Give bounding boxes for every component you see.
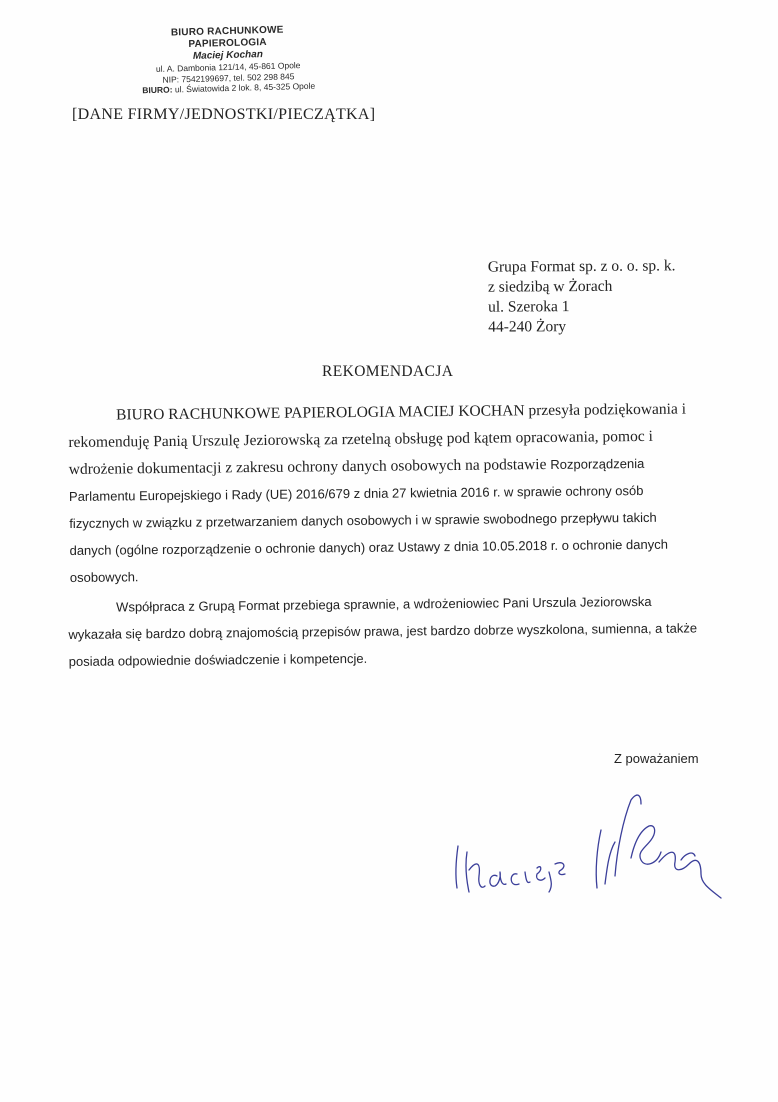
stamp-line-1: BIURO RACHUNKOWE [170,24,284,39]
company-stamp [127,23,329,96]
stamp-nip-phone: NIP: 7542199697, tel. 502 298 845 [162,70,295,85]
paragraph-line: wykazała się bardzo dobrą znajomością przepisów prawa, jest bardzo dobrze wyszkolona, sumienna, a także [68,620,698,642]
cooperation-paragraph [68,587,709,675]
recipient-address-block [488,256,676,337]
paragraph-line-text: fizycznych w związku z przetwarzaniem danych osobowych i w sprawie swobodnego przepływu takich [69,509,657,531]
paragraph-line-text: danych (ogólne rozporządzenie o ochronie danych) oraz Ustawy z dnia 10.05.2018 r. o ochronie danych [69,536,668,558]
paragraph-line-text: BIURO RACHUNKOWE PAPIEROLOGIA MACIEJ KOCHAN przesyła podziękowania i [116,400,687,424]
stamp-address: ul. A. Dambonia 121/14, 45-861 Opole [155,60,301,74]
recipient-name: Grupa Format sp. z o. o. sp. k. [487,257,676,276]
paragraph-line-text: rekomenduję Panią Urszulę Jeziorowską za rzetelną obsługę pod kątem opracowania, pomoc i [68,427,653,451]
paragraph-line-text: Parlamentu Europejskiego i Rady (UE) 2016/679 z dnia 27 kwietnia 2016 r. w sprawie ochrony osób [68,482,644,504]
recipient-street: ul. Szeroka 1 [488,298,570,316]
document-title: REKOMENDACJA [322,363,454,380]
recipient-seat: z siedzibą w Żorach [487,277,613,296]
paragraph-line-text: wdrożenie dokumentacji z zakresu ochrony danych osobowych na podstawie [68,455,551,478]
closing-salutation: Z poważaniem [614,751,699,766]
stamp-line-2: PAPIEROLOGIA [188,36,267,51]
firm-placeholder-label: [DANE FIRMY/JEDNOSTKI/PIECZĄTKA] [72,106,376,123]
paragraph-line: posiada odpowiednie doświadczenie i kompetencje. [68,650,368,669]
paragraph-line [70,557,700,591]
recipient-city: 44-240 Żory [488,318,567,336]
paragraph-line-text: Rozporządzenia [550,455,645,472]
stamp-office-text: ul. Światowida 2 lok. 8, 45-325 Opole [172,80,316,95]
handwritten-signature [445,780,735,920]
paragraph-line-text: osobowych. [69,569,139,585]
stamp-office-label: BIURO: [142,84,173,96]
stamp-owner: Maciej Kochan [192,49,264,62]
recommendation-paragraph [68,395,700,591]
paragraph-line: Współpraca z Grupą Format przebiega sprawnie, a wdrożeniowiec Pani Urszula Jeziorowska [116,593,652,615]
